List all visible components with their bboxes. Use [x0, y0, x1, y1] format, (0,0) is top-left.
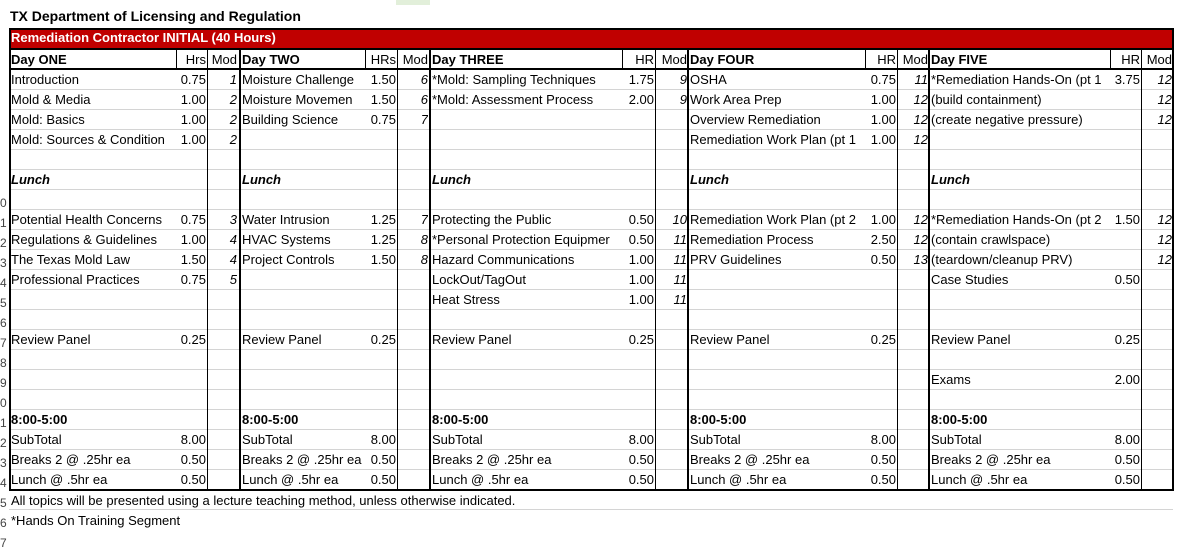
module-cell[interactable]: 12	[913, 92, 928, 107]
topic-cell[interactable]: (contain crawlspace)	[931, 232, 1051, 247]
topic-cell[interactable]: Work Area Prep	[690, 92, 782, 107]
module-cell[interactable]: 8	[420, 232, 428, 247]
lunch-line-label[interactable]: Lunch @ .5hr ea	[432, 472, 529, 487]
breaks-label[interactable]: Breaks 2 @ .25hr ea	[690, 452, 810, 467]
row-number[interactable]: 5	[0, 496, 7, 510]
exams-label[interactable]: Exams	[931, 372, 971, 387]
day-hours[interactable]: 8:00-5:00	[690, 412, 747, 427]
row-number[interactable]: 6	[0, 516, 7, 530]
lunch-line-label[interactable]: Lunch @ .5hr ea	[690, 472, 787, 487]
hours-column-header[interactable]: Hrs	[185, 52, 206, 67]
breaks-hours[interactable]: 0.50	[870, 452, 896, 467]
module-column-header[interactable]: Mod	[211, 52, 237, 67]
review-panel-hours[interactable]: 0.25	[180, 332, 206, 347]
day-header[interactable]: Day THREE	[432, 52, 504, 67]
module-cell[interactable]: 9	[679, 92, 687, 107]
topic-cell[interactable]: OSHA	[690, 72, 727, 87]
row-number[interactable]: 0	[0, 196, 7, 210]
module-cell[interactable]: 11	[673, 272, 687, 287]
module-column-header[interactable]: Mod	[402, 52, 428, 67]
row-number[interactable]: 6	[0, 316, 7, 330]
topic-cell[interactable]: Hazard Communications	[432, 252, 575, 267]
hours-cell[interactable]: 0.75	[180, 72, 206, 87]
lunch-label[interactable]: Lunch	[690, 172, 729, 187]
breaks-hours[interactable]: 0.50	[628, 452, 654, 467]
breaks-label[interactable]: Breaks 2 @ .25hr ea	[11, 452, 131, 467]
hours-cell[interactable]: 1.00	[870, 212, 896, 227]
review-panel-label[interactable]: Review Panel	[11, 332, 91, 347]
topic-cell[interactable]: Regulations & Guidelines	[11, 232, 157, 247]
gridline-horizontal	[9, 329, 1173, 330]
module-cell[interactable]: 7	[420, 112, 428, 127]
gridline-horizontal	[9, 349, 1173, 350]
row-number[interactable]: 7	[0, 336, 7, 350]
topic-cell[interactable]: Project Controls	[242, 252, 335, 267]
subtotal-hours[interactable]: 8.00	[1114, 432, 1140, 447]
module-cell[interactable]: 4	[229, 232, 237, 247]
hours-cell[interactable]: 1.50	[370, 252, 396, 267]
day-header[interactable]: Day FOUR	[690, 52, 755, 67]
hours-module-separator	[1141, 48, 1142, 489]
topic-cell[interactable]: *Remediation Hands-On (pt 2	[931, 212, 1102, 227]
hours-cell[interactable]	[1111, 230, 1140, 250]
hours-cell[interactable]: 1.00	[180, 92, 206, 107]
gridline-horizontal	[9, 269, 1173, 270]
subtotal-label[interactable]: SubTotal	[690, 432, 741, 447]
hours-cell[interactable]: 0.50	[1114, 272, 1140, 287]
hours-cell[interactable]	[1111, 250, 1140, 270]
subtotal-hours[interactable]: 8.00	[870, 432, 896, 447]
module-cell[interactable]: 13	[913, 252, 928, 267]
topic-cell[interactable]: Case Studies	[931, 272, 1009, 287]
review-panel-label[interactable]: Review Panel	[690, 332, 770, 347]
day-hours[interactable]: 8:00-5:00	[11, 412, 68, 427]
topic-hours-separator	[1110, 48, 1111, 68]
frame-bottom	[9, 489, 1174, 491]
row-number[interactable]: 4	[0, 276, 7, 290]
hours-cell[interactable]: 0.75	[180, 212, 206, 227]
row-number[interactable]: 3	[0, 456, 7, 470]
topic-cell[interactable]: Remediation Work Plan (pt 2	[690, 212, 856, 227]
lunch-line-hours[interactable]: 0.50	[1114, 472, 1140, 487]
lunch-line-label[interactable]: Lunch @ .5hr ea	[931, 472, 1028, 487]
breaks-label[interactable]: Breaks 2 @ .25hr ea	[432, 452, 552, 467]
frame-right	[1172, 28, 1174, 491]
banner-bottom	[9, 48, 1174, 50]
hours-cell[interactable]: 2.00	[628, 92, 654, 107]
header-bottom	[9, 68, 1174, 70]
hours-cell[interactable]: 1.25	[370, 232, 396, 247]
day-separator	[687, 48, 689, 491]
subtotal-label[interactable]: SubTotal	[242, 432, 293, 447]
topic-cell[interactable]: Overview Remediation	[690, 112, 821, 127]
module-cell[interactable]: 2	[229, 132, 237, 147]
hours-cell[interactable]: 1.00	[180, 232, 206, 247]
lunch-line-hours[interactable]: 0.50	[370, 472, 396, 487]
module-cell[interactable]: 11	[673, 252, 687, 267]
review-panel-label[interactable]: Review Panel	[432, 332, 512, 347]
gridline-horizontal	[9, 169, 1173, 170]
module-cell[interactable]: 10	[672, 212, 687, 227]
module-cell[interactable]: 4	[229, 252, 237, 267]
gridline-horizontal	[9, 509, 1173, 510]
day-separator	[429, 48, 431, 491]
subtotal-hours[interactable]: 8.00	[180, 432, 206, 447]
gridline-horizontal	[9, 89, 1173, 90]
row-number[interactable]: 9	[0, 376, 7, 390]
topic-cell[interactable]: (build containment)	[931, 92, 1042, 107]
lunch-line-hours[interactable]: 0.50	[628, 472, 654, 487]
hours-cell[interactable]: 0.50	[628, 232, 654, 247]
topic-cell[interactable]: (create negative pressure)	[931, 112, 1083, 127]
hours-module-separator	[397, 48, 398, 489]
module-cell[interactable]: 2	[229, 112, 237, 127]
topic-cell[interactable]: Water Intrusion	[242, 212, 330, 227]
topic-cell[interactable]: Professional Practices	[11, 272, 140, 287]
lunch-line-hours[interactable]: 0.50	[180, 472, 206, 487]
hours-cell[interactable]: 0.50	[870, 252, 896, 267]
day-header[interactable]: Day FIVE	[931, 52, 988, 67]
module-cell[interactable]: 1	[229, 72, 237, 87]
module-column-header[interactable]: Mod	[1146, 52, 1172, 67]
hours-cell[interactable]: 1.50	[370, 72, 396, 87]
hours-module-separator	[207, 48, 208, 489]
hours-cell[interactable]	[1111, 110, 1140, 130]
module-cell[interactable]: 9	[679, 72, 687, 87]
topic-cell[interactable]: Mold: Basics	[11, 112, 85, 127]
day-hours[interactable]: 8:00-5:00	[931, 412, 988, 427]
topic-cell[interactable]: PRV Guidelines	[690, 252, 782, 267]
module-cell[interactable]: 12	[1157, 112, 1172, 127]
topic-cell[interactable]: Building Science	[242, 112, 339, 127]
module-column-header[interactable]: Mod	[661, 52, 687, 67]
module-cell[interactable]: 2	[229, 92, 237, 107]
hours-cell[interactable]: 2.50	[870, 232, 896, 247]
frame-top	[9, 28, 1174, 30]
module-cell[interactable]: 8	[420, 252, 428, 267]
gridline-horizontal	[9, 229, 1173, 230]
gridline-horizontal	[9, 129, 1173, 130]
module-cell[interactable]: 6	[420, 92, 428, 107]
topic-cell[interactable]: Protecting the Public	[432, 212, 552, 227]
gridline-horizontal	[9, 469, 1173, 470]
topic-cell[interactable]: Introduction	[11, 72, 79, 87]
course-banner-text: Remediation Contractor INITIAL (40 Hours)	[11, 30, 276, 45]
hours-cell[interactable]: 0.50	[628, 212, 654, 227]
topic-cell[interactable]: Remediation Process	[690, 232, 814, 247]
day-hours[interactable]: 8:00-5:00	[242, 412, 299, 427]
breaks-hours[interactable]: 0.50	[370, 452, 396, 467]
module-cell[interactable]: 11	[673, 292, 687, 307]
hours-cell[interactable]: 1.00	[870, 112, 896, 127]
row-number[interactable]: 7	[0, 536, 7, 550]
hours-cell[interactable]: 1.00	[628, 272, 654, 287]
document-title[interactable]: TX Department of Licensing and Regulation	[10, 8, 301, 24]
lunch-line-label[interactable]: Lunch @ .5hr ea	[11, 472, 108, 487]
lunch-label[interactable]: Lunch	[931, 172, 970, 187]
hours-cell[interactable]: 1.00	[870, 132, 896, 147]
review-panel-hours[interactable]: 0.25	[870, 332, 896, 347]
topic-cell[interactable]: Mold & Media	[11, 92, 91, 107]
lunch-line-label[interactable]: Lunch @ .5hr ea	[242, 472, 339, 487]
module-cell[interactable]: 12	[913, 212, 928, 227]
module-cell[interactable]: 5	[229, 272, 237, 287]
topic-cell[interactable]: *Mold: Sampling Techniques	[432, 72, 596, 87]
row-number[interactable]: 8	[0, 356, 7, 370]
subtotal-label[interactable]: SubTotal	[432, 432, 483, 447]
subtotal-label[interactable]: SubTotal	[11, 432, 62, 447]
topic-hours-separator	[865, 48, 866, 68]
hours-cell[interactable]: 1.00	[628, 252, 654, 267]
gridline-horizontal	[9, 189, 1173, 190]
module-cell[interactable]: 3	[229, 212, 237, 227]
row-number[interactable]: 1	[0, 416, 7, 430]
gridline-horizontal	[9, 209, 1173, 210]
hours-cell[interactable]: 1.75	[628, 72, 654, 87]
review-panel-hours[interactable]: 0.25	[628, 332, 654, 347]
lunch-label[interactable]: Lunch	[11, 172, 50, 187]
gridline-horizontal	[9, 309, 1173, 310]
breaks-hours[interactable]: 0.50	[1114, 452, 1140, 467]
hours-cell[interactable]: 0.75	[370, 112, 396, 127]
footnote-lecture[interactable]: All topics will be presented using a lecture teaching method, unless otherwise indicated.	[11, 493, 516, 508]
gridline-horizontal	[9, 369, 1173, 370]
module-cell[interactable]: 12	[913, 232, 928, 247]
review-panel-label[interactable]: Review Panel	[242, 332, 322, 347]
frame-left	[9, 28, 11, 491]
gridline-horizontal	[9, 429, 1173, 430]
module-cell[interactable]: 12	[1157, 72, 1172, 87]
topic-cell[interactable]: Moisture Movemen	[242, 92, 353, 107]
hours-cell[interactable]: 0.75	[180, 272, 206, 287]
topic-cell[interactable]: *Remediation Hands-On (pt 1	[931, 72, 1102, 87]
topic-cell[interactable]: Moisture Challenge	[242, 72, 355, 87]
topic-cell[interactable]: Remediation Work Plan (pt 1	[690, 132, 856, 147]
breaks-hours[interactable]: 0.50	[180, 452, 206, 467]
review-panel-hours[interactable]: 0.25	[370, 332, 396, 347]
lunch-label[interactable]: Lunch	[242, 172, 281, 187]
review-panel-label[interactable]: Review Panel	[931, 332, 1011, 347]
hours-column-header[interactable]: HR	[635, 52, 654, 67]
module-column-header[interactable]: Mod	[902, 52, 928, 67]
topic-cell[interactable]: *Personal Protection Equipmer	[432, 232, 610, 247]
gridline-horizontal	[9, 249, 1173, 250]
module-cell[interactable]: 12	[1157, 252, 1172, 267]
topic-hours-separator	[176, 48, 177, 68]
hours-module-separator	[897, 48, 898, 489]
topic-cell[interactable]: LockOut/TagOut	[432, 272, 526, 287]
gridline-horizontal	[9, 409, 1173, 410]
module-cell[interactable]: 11	[914, 72, 928, 87]
hours-cell[interactable]	[1111, 90, 1140, 110]
lunch-line-hours[interactable]: 0.50	[870, 472, 896, 487]
hours-cell[interactable]: 0.75	[870, 72, 896, 87]
footnote-hands-on[interactable]: *Hands On Training Segment	[11, 513, 181, 528]
day-separator	[928, 48, 930, 491]
subtotal-hours[interactable]: 8.00	[628, 432, 654, 447]
breaks-label[interactable]: Breaks 2 @ .25hr ea	[931, 452, 1051, 467]
gridline-horizontal	[9, 289, 1173, 290]
module-cell[interactable]: 7	[420, 212, 428, 227]
module-cell[interactable]: 6	[420, 72, 428, 87]
module-cell[interactable]: 12	[913, 132, 928, 147]
hours-cell[interactable]: 1.00	[870, 92, 896, 107]
hours-cell[interactable]: 1.50	[1114, 212, 1140, 227]
hours-column-header[interactable]: HR	[877, 52, 896, 67]
subtotal-label[interactable]: SubTotal	[931, 432, 982, 447]
hours-cell[interactable]: 1.00	[628, 292, 654, 307]
subtotal-hours[interactable]: 8.00	[370, 432, 396, 447]
topic-cell[interactable]: *Mold: Assessment Process	[432, 92, 594, 107]
hours-module-separator	[655, 48, 656, 489]
module-cell[interactable]: 11	[673, 232, 687, 247]
module-cell[interactable]: 12	[913, 112, 928, 127]
topic-hours-separator	[365, 48, 366, 68]
day-separator	[239, 48, 241, 491]
gridline-horizontal	[9, 109, 1173, 110]
topic-cell[interactable]: (teardown/cleanup PRV)	[931, 252, 1073, 267]
hours-column-header[interactable]: HR	[1121, 52, 1140, 67]
topic-cell[interactable]: Mold: Sources & Condition	[11, 132, 165, 147]
gridline-horizontal	[9, 449, 1173, 450]
lunch-label[interactable]: Lunch	[432, 172, 471, 187]
hours-cell[interactable]: 1.00	[180, 132, 206, 147]
hours-cell[interactable]: 1.00	[180, 112, 206, 127]
course-banner[interactable]	[9, 28, 1173, 48]
topic-cell[interactable]: The Texas Mold Law	[11, 252, 130, 267]
topic-cell[interactable]: Heat Stress	[432, 292, 500, 307]
exams-hours[interactable]: 2.00	[1114, 372, 1140, 387]
day-header[interactable]: Day TWO	[242, 52, 300, 67]
module-cell[interactable]: 12	[1157, 232, 1172, 247]
topic-hours-separator	[622, 48, 623, 68]
gridline-horizontal	[9, 149, 1173, 150]
hours-column-header[interactable]: HRs	[370, 52, 396, 67]
row-number[interactable]: 5	[0, 296, 7, 310]
review-panel-hours[interactable]: 0.25	[1114, 332, 1140, 347]
breaks-label[interactable]: Breaks 2 @ .25hr ea	[242, 452, 362, 467]
row-number[interactable]: 2	[0, 236, 7, 250]
module-cell[interactable]: 12	[1157, 92, 1172, 107]
row-number[interactable]: 3	[0, 256, 7, 270]
hours-cell[interactable]: 1.25	[370, 212, 396, 227]
day-header[interactable]: Day ONE	[11, 52, 67, 67]
row-number[interactable]: 1	[0, 216, 7, 230]
topic-cell[interactable]: HVAC Systems	[242, 232, 331, 247]
row-number[interactable]: 2	[0, 436, 7, 450]
module-cell[interactable]: 12	[1157, 212, 1172, 227]
topic-cell[interactable]: Potential Health Concerns	[11, 212, 163, 227]
row-number[interactable]: 4	[0, 476, 7, 490]
hours-cell[interactable]: 1.50	[370, 92, 396, 107]
selected-column-indicator	[396, 0, 430, 5]
hours-cell[interactable]: 1.50	[180, 252, 206, 267]
gridline-horizontal	[9, 389, 1173, 390]
module-cell[interactable]	[1142, 270, 1172, 290]
hours-cell[interactable]: 3.75	[1114, 72, 1140, 87]
day-hours[interactable]: 8:00-5:00	[432, 412, 489, 427]
row-number[interactable]: 0	[0, 396, 7, 410]
